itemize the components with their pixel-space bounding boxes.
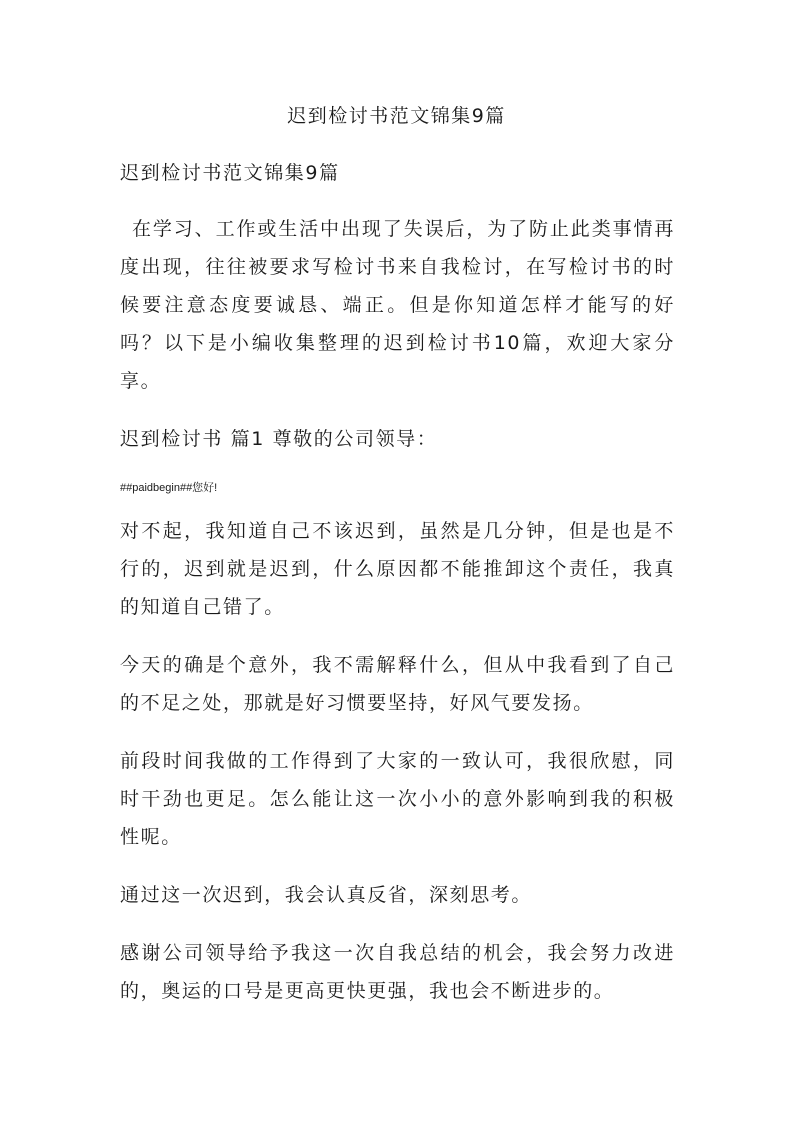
body-paragraph-2: 今天的确是个意外，我不需解释什么，但从中我看到了自己的不足之处，那就是好习惯要坚持，好风气要发扬。 — [120, 654, 675, 714]
document-title: 迟到检讨书范文锦集9篇 — [287, 105, 506, 127]
document-body — [120, 154, 675, 1030]
body-paragraph-1: 对不起，我知道自己不该迟到，虽然是几分钟，但是也是不行的，迟到就是迟到，什么原因都不能推卸这个责任，我真的知道自己错了。 — [120, 520, 675, 618]
section-heading: 迟到检讨书 篇1 尊敬的公司领导： — [120, 428, 438, 450]
intro-paragraph: 在学习、工作或生活中出现了失误后，为了防止此类事情再度出现，往往被要求写检讨书来自我检讨，在写检讨书的时候要注意态度要诚恳、端正。但是你知道怎样才能写的好吗？以下是小编收集整理的迟到检讨书10篇，欢迎大家分享。 — [120, 218, 675, 392]
paid-marker-line: ##paidbegin##您好! — [120, 482, 218, 494]
body-paragraph-5: 感谢公司领导给予我这一次自我总结的机会，我会努力改进的，奥运的口号是更高更快更强，我也会不断进步的。 — [120, 942, 675, 1002]
document-subtitle: 迟到检讨书范文锦集9篇 — [120, 162, 340, 184]
body-paragraph-3: 前段时间我做的工作得到了大家的一致认可，我很欣慰，同时干劲也更足。怎么能让这一次小小的意外影响到我的积极性呢。 — [120, 750, 675, 848]
body-paragraph-4: 通过这一次迟到，我会认真反省，深刻思考。 — [120, 884, 533, 906]
